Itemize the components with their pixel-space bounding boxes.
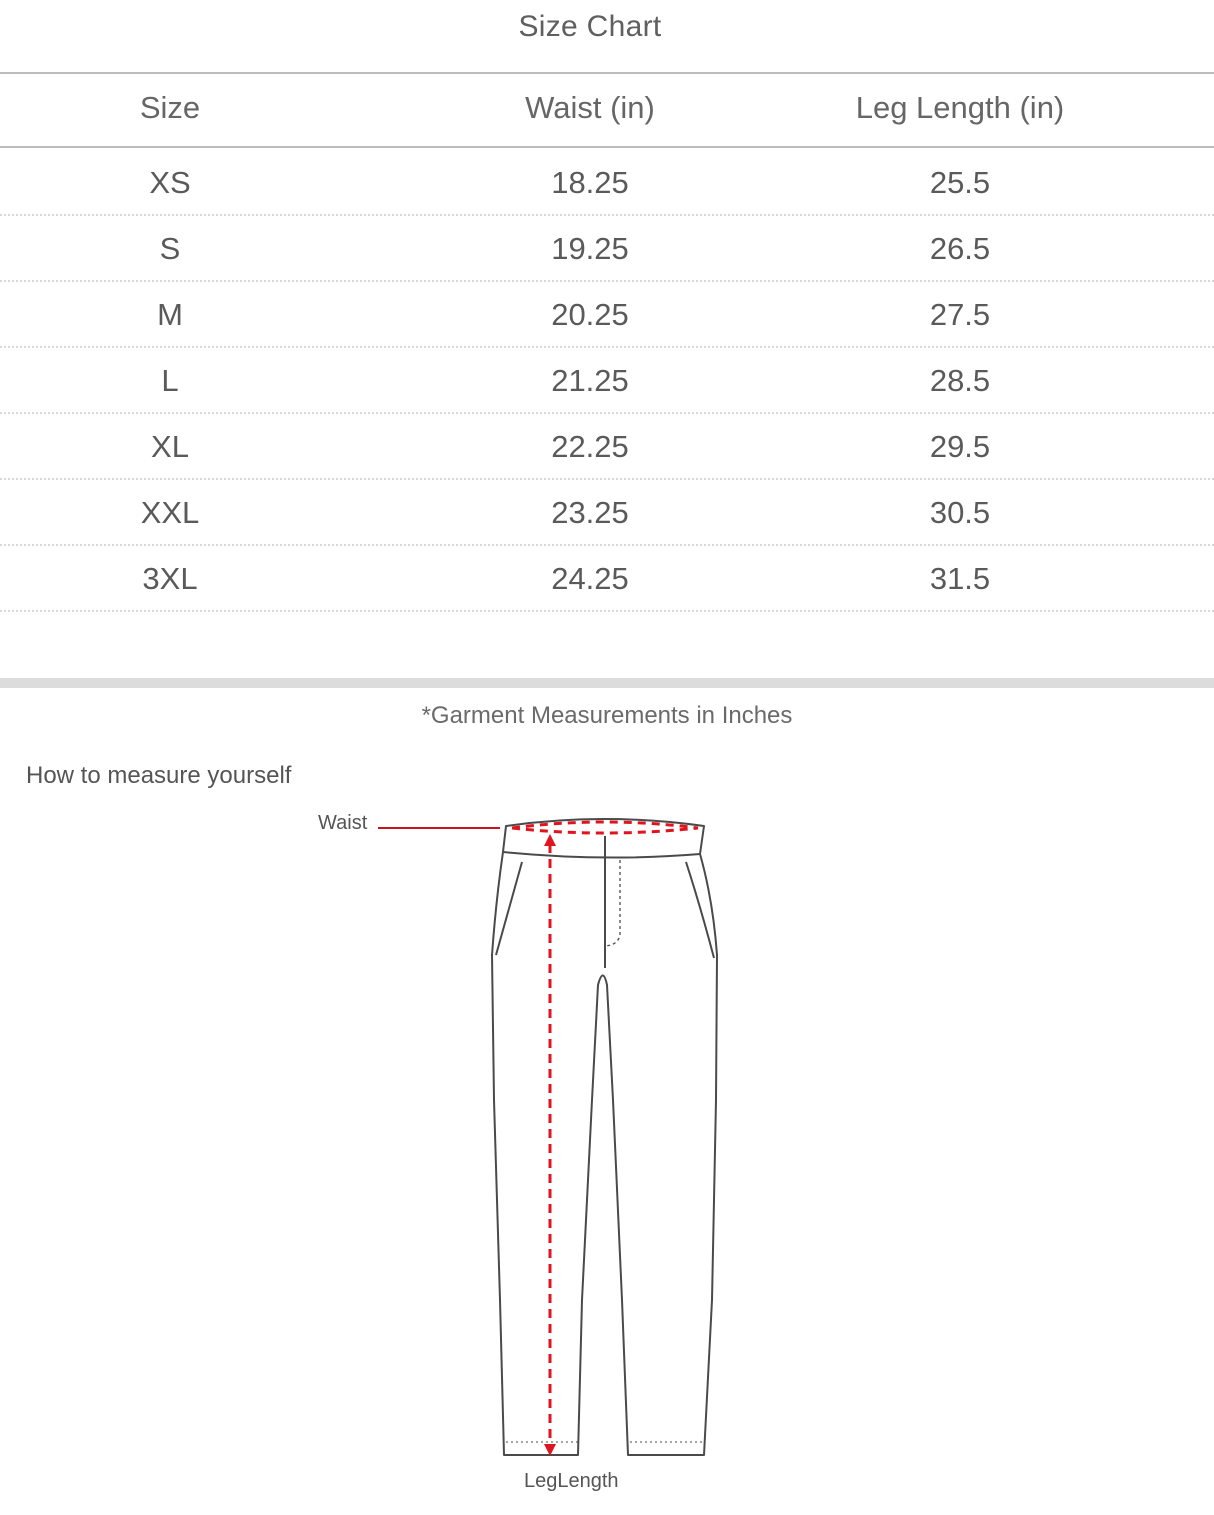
measurement-note: *Garment Measurements in Inches xyxy=(421,702,793,729)
section-divider xyxy=(0,678,1214,688)
leg-cell: 27.5 xyxy=(929,297,991,332)
trousers-outline-icon xyxy=(0,800,1214,1515)
leg-cell: 30.5 xyxy=(929,495,991,530)
size-cell: L xyxy=(161,363,179,398)
waist-cell: 24.25 xyxy=(551,561,629,596)
waist-measure-line xyxy=(512,822,698,833)
table-row xyxy=(0,546,1214,612)
leg-cell: 25.5 xyxy=(929,165,991,200)
waist-cell: 19.25 xyxy=(551,231,629,266)
table-row xyxy=(0,282,1214,348)
leg-length-label: LegLength xyxy=(524,1470,619,1492)
header-leg-length: Leg Length (in) xyxy=(855,90,1065,125)
waist-cell: 20.25 xyxy=(551,297,629,332)
table-row xyxy=(0,414,1214,480)
header-size: Size xyxy=(139,90,201,125)
table-header-row xyxy=(0,74,1214,146)
leg-cell: 26.5 xyxy=(929,231,991,266)
page-title: Size Chart xyxy=(518,10,662,43)
guide-heading: How to measure yourself xyxy=(26,762,292,789)
size-cell: XS xyxy=(149,165,191,200)
waist-cell: 18.25 xyxy=(551,165,629,200)
table-row xyxy=(0,348,1214,414)
size-cell: XL xyxy=(151,429,189,464)
leg-cell: 29.5 xyxy=(929,429,991,464)
waist-cell: 22.25 xyxy=(551,429,629,464)
arrow-up-icon xyxy=(544,834,556,846)
size-cell: M xyxy=(157,297,183,332)
size-cell: S xyxy=(159,231,181,266)
table-row xyxy=(0,480,1214,546)
table-row xyxy=(0,216,1214,282)
table-row xyxy=(0,150,1214,216)
leg-cell: 31.5 xyxy=(929,561,991,596)
size-cell: 3XL xyxy=(142,561,198,596)
leg-length-measure-line xyxy=(544,834,556,1456)
table-body xyxy=(0,150,1214,612)
waist-label: Waist xyxy=(318,812,368,834)
leg-cell: 28.5 xyxy=(929,363,991,398)
waist-cell: 21.25 xyxy=(551,363,629,398)
header-waist: Waist (in) xyxy=(525,90,655,125)
trousers-outline xyxy=(492,819,717,1455)
table-header-rule xyxy=(0,146,1214,148)
waist-cell: 23.25 xyxy=(551,495,629,530)
size-cell: XXL xyxy=(140,495,200,530)
